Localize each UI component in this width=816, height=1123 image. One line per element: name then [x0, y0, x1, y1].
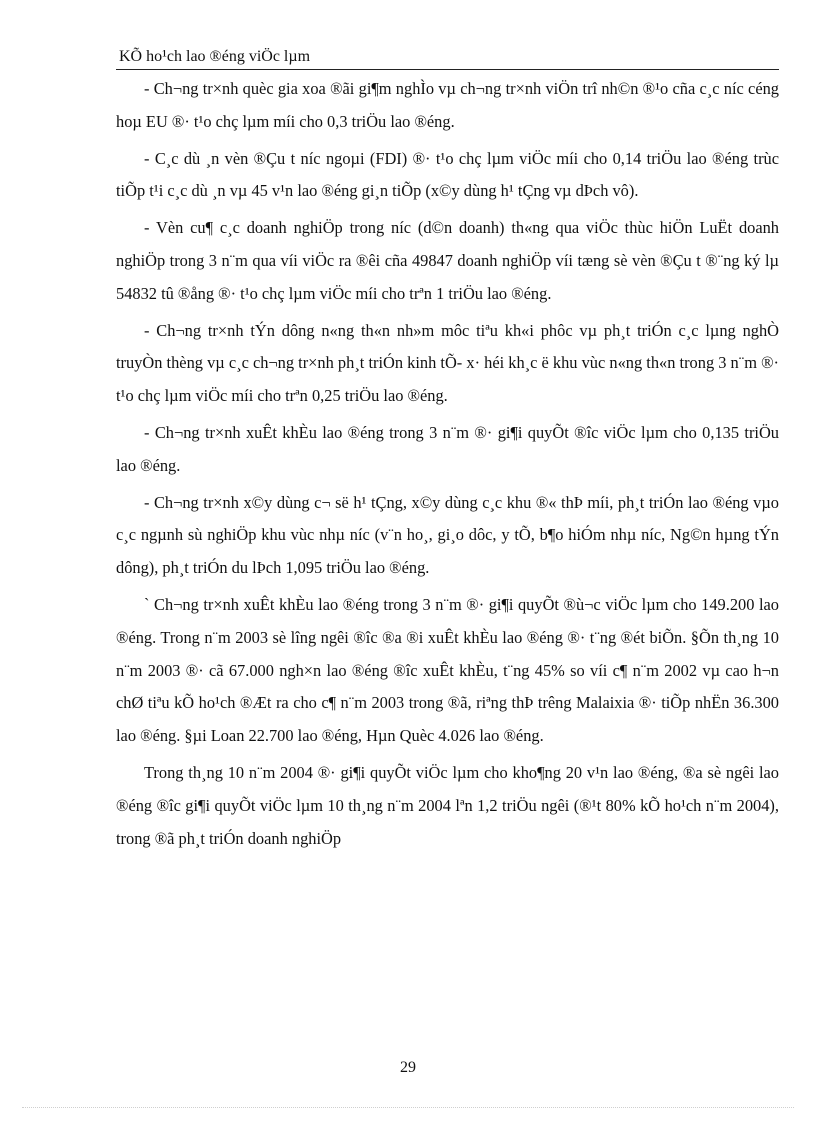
running-header: KÕ ho¹ch lao ®éng viÖc lµm [119, 48, 311, 65]
paragraph: - Ch¬ng tr×nh tÝn dông n«ng th«n nh»m môc tiªu kh«i phôc vµ ph¸t triÓn c¸c lµng nghÒ truyÒn thèng vµ c¸c ch¬ng tr×nh ph¸t triÓn kinh tÕ- x· héi kh¸c ë khu vùc n«ng th«n trong 3 n¨m ®· t¹o chç lµm viÖc míi cho trªn 0,25 triÖu lao ®éng. [116, 320, 779, 406]
document-body [116, 73, 779, 859]
paragraph: ` Ch¬ng tr×nh xuÊt khÈu lao ®éng trong 3 n¨m ®· gi¶i quyÕt ®ù¬c viÖc lµm cho 149.200 lao ®éng. Trong n¨m 2003 sè lîng ngêi ®îc ®a ®i xuÊt khÈu lao ®éng ®· t¨ng ®ét biÕn. §Õn th¸ng 10 n¨m 2003 ®· cã 67.000 ngh×n lao ®éng ®îc xuÊt khÈu, t¨ng 45% so víi c¶ n¨m 2002 vµ cao h¬n chØ tiªu kÕ ho¹ch ®Æt ra cho c¶ n¨m 2003 trong ®ã, riªng thÞ trêng Malaixia ®· tiÕp nhËn 36.300 lao ®éng. §µi Loan 22.700 lao ®éng, Hµn Quèc 4.026 lao ®éng. [116, 594, 779, 746]
paragraph: Trong th¸ng 10 n¨m 2004 ®· gi¶i quyÕt viÖc lµm cho kho¶ng 20 v¹n lao ®éng, ®a sè ngêi lao ®éng ®îc gi¶i quyÕt viÖc lµm 10 th¸ng n¨m 2004 lªn 1,2 triÖu ngêi (®¹t 80% kÕ ho¹ch n¨m 2004), trong ®ã ph¸t triÓn doanh nghiÖp [116, 762, 779, 848]
header-divider [116, 69, 779, 70]
paragraph: - C¸c dù ¸n vèn ®Çu t níc ngoµi (FDI) ®· t¹o chç lµm viÖc míi cho 0,14 triÖu lao ®éng trùc tiÕp t¹i c¸c dù ¸n vµ 45 v¹n lao ®éng gi¸n tiÕp (x©y dùng h¹ tÇng vµ dÞch vô). [116, 148, 779, 201]
paragraph: - Ch¬ng tr×nh x©y dùng c¬ së h¹ tÇng, x©y dùng c¸c khu ®« thÞ míi, ph¸t triÓn lao ®éng vµo c¸c ngµnh sù nghiÖp khu vùc nhµ níc (v¨n ho¸, gi¸o dôc, y tÕ, b¶o hiÓm nhµ níc, Ng©n hµng tÝn dông), ph¸t triÓn du lÞch 1,095 triÖu lao ®éng. [116, 492, 779, 578]
paragraph: - Ch¬ng tr×nh xuÊt khÈu lao ®éng trong 3 n¨m ®· gi¶i quyÕt ®îc viÖc lµm cho 0,135 triÖu lao ®éng. [116, 422, 779, 475]
paragraph: - Vèn cu¶ c¸c doanh nghiÖp trong níc (d©n doanh) th«ng qua viÖc thùc hiÖn LuËt doanh nghiÖp trong 3 n¨m qua víi viÖc ra ®êi cña 49847 doanh nghiÖp víi tæng sè vèn ®Çu t ®¨ng ký lµ 54832 tû ®ång ®· t¹o chç lµm viÖc míi cho trªn 1 triÖu lao ®éng. [116, 218, 779, 303]
footer-divider [22, 1107, 794, 1108]
page-number: 29 [400, 1059, 416, 1076]
paragraph: - Ch¬ng tr×nh quèc gia xoa ®ãi gi¶m nghÌo vµ ch¬ng tr×nh viÖn trî nh©n ®¹o cña c¸c níc céng hoµ EU ®· t¹o chç lµm míi cho 0,3 triÖu lao ®éng. [116, 79, 779, 131]
